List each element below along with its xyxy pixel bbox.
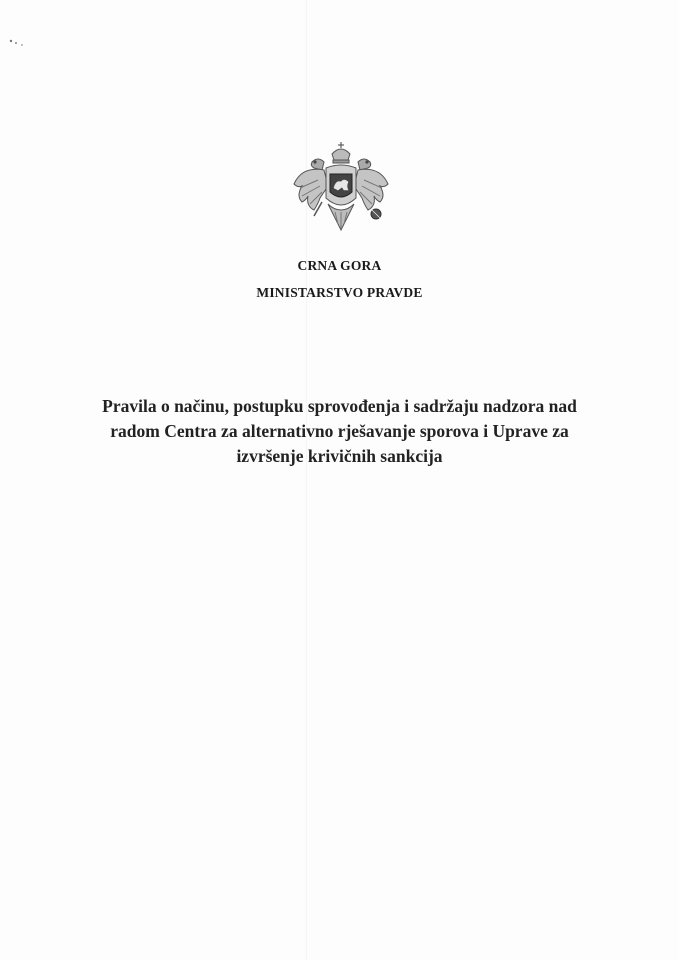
ministry-name: MINISTARSTVO PRAVDE	[256, 285, 423, 300]
scan-speck-icon	[8, 38, 26, 48]
document-title-line: izvršenje krivičnih sankcija	[236, 446, 443, 466]
coat-of-arms-icon	[288, 140, 394, 244]
document-title-line: Pravila o načinu, postupku sprovođenja i sadržaju nadzora nad	[102, 396, 577, 416]
document-title	[60, 394, 619, 469]
document-title-line: radom Centra za alternativno rješavanje sporova i Uprave za	[110, 421, 569, 441]
country-name: CRNA GORA	[297, 258, 382, 273]
